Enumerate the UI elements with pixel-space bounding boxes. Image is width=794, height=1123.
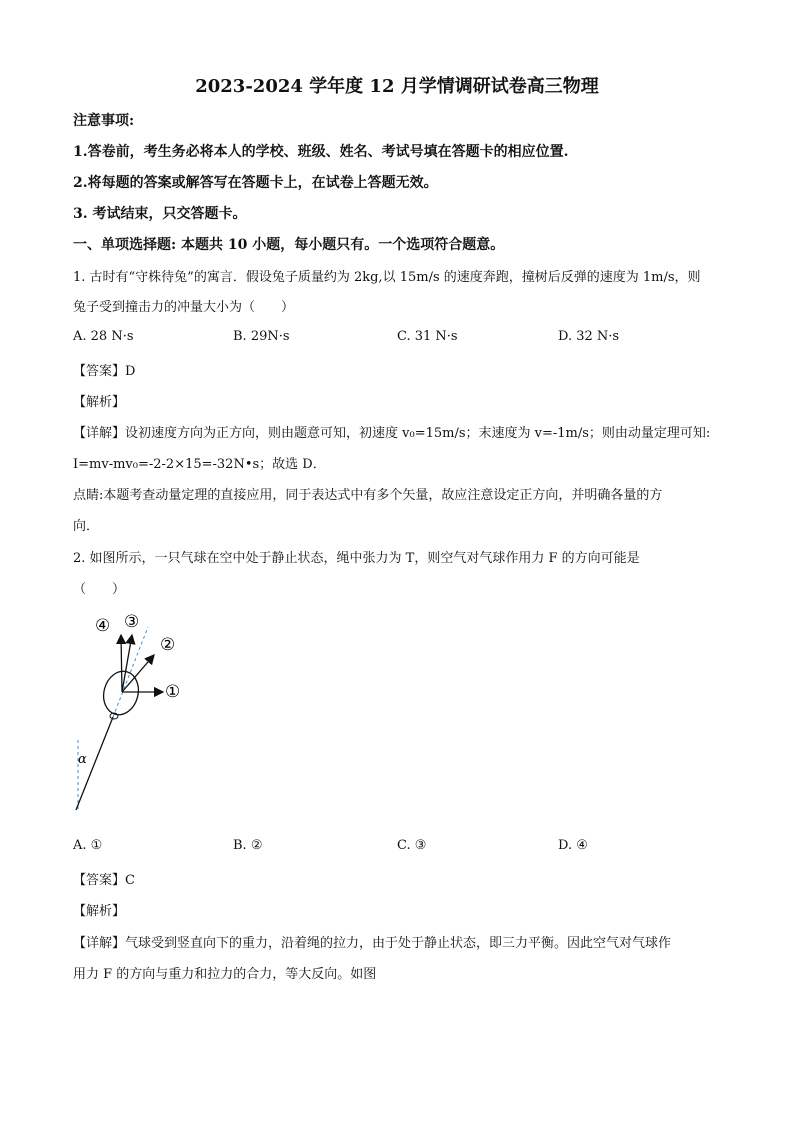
label-4: ④ [95, 616, 111, 636]
q2-detail-line2: 用力 F 的方向与重力和拉力的合力，等大反向。如图 [73, 967, 377, 982]
q2-detail-tag: 【详解】 [73, 936, 126, 951]
q2-analysis-heading: 【解析】 [73, 904, 126, 919]
q2-stem-line2: （ ） [73, 582, 126, 597]
q2-option-a: A. ① [73, 838, 103, 853]
q1-comment-line1: 点睛:本题考查动量定理的直接应用，同于表达式中有多个矢量，故应注意设定正方向，并明确各量的方 [73, 488, 663, 503]
page-title: 2023-2024 学年度 12 月学情调研试卷高三物理 [195, 76, 599, 97]
notice-item-1: 1.答卷前，考生务必将本人的学校、班级、姓名、考试号填在答题卡的相应位置. [73, 144, 569, 160]
q1-option-c: C. 31 N·s [397, 329, 458, 344]
q1-detail-text: 设初速度方向为正方向，则由题意可知，初速度 v₀=15m/s；末速度为 v=-1m/s；则由动量定理可知: [125, 426, 711, 441]
q2-stem-line1: 2. 如图所示，一只气球在空中处于静止状态，绳中张力为 T，则空气对气球作用力 F 的方向可能是 [73, 551, 640, 566]
q2-option-b: B. ② [233, 838, 263, 853]
section-heading: 一、单项选择题: 本题共 10 小题，每小题只有。一个选项符合题意。 [73, 237, 505, 253]
label-2: ② [160, 635, 176, 655]
q2-detail-line1 [73, 932, 671, 951]
q1-detail-line1 [73, 422, 710, 441]
q1-option-d: D. 32 N·s [558, 329, 620, 344]
balloon-diagram [68, 605, 198, 815]
q1-option-b: B. 29N·s [233, 329, 290, 344]
arrow-3 [122, 635, 132, 692]
q2-option-c: C. ③ [397, 838, 427, 853]
q2-answer: 【答案】C [73, 873, 135, 888]
balloon-figure [68, 605, 198, 815]
q1-detail-tag: 【详解】 [73, 426, 126, 441]
label-3: ③ [124, 612, 140, 632]
q1-option-a: A. 28 N·s [73, 329, 134, 344]
label-1: ① [165, 682, 181, 702]
q1-comment-line2: 向． [73, 519, 100, 534]
q1-answer: 【答案】D [73, 364, 136, 379]
q1-stem-line1: 1. 古时有“守株待兔”的寓言．假设兔子质量约为 2kg,以 15m/s 的速度奔跑，撞树后反弹的速度为 1m/s，则 [73, 270, 701, 285]
q2-detail-text: 气球受到竖直向下的重力，沿着绳的拉力，由于处于静止状态，即三力平衡。因此空气对气球作 [125, 936, 672, 951]
notice-item-3: 3. 考试结束，只交答题卡。 [73, 206, 247, 222]
q2-option-d: D. ④ [558, 838, 588, 853]
q1-analysis-heading: 【解析】 [73, 395, 126, 410]
arrow-4 [121, 635, 122, 692]
q1-detail-line2: I=mv-mv₀=-2-2×15=-32N•s；故选 D． [73, 457, 326, 472]
alpha-label: α [78, 752, 87, 767]
notice-item-2: 2.将每题的答案或解答写在答题卡上，在试卷上答题无效。 [73, 175, 438, 191]
q1-stem-line2: 兔子受到撞击力的冲量大小为（ ） [73, 300, 295, 315]
notice-heading: 注意事项: [73, 113, 135, 129]
